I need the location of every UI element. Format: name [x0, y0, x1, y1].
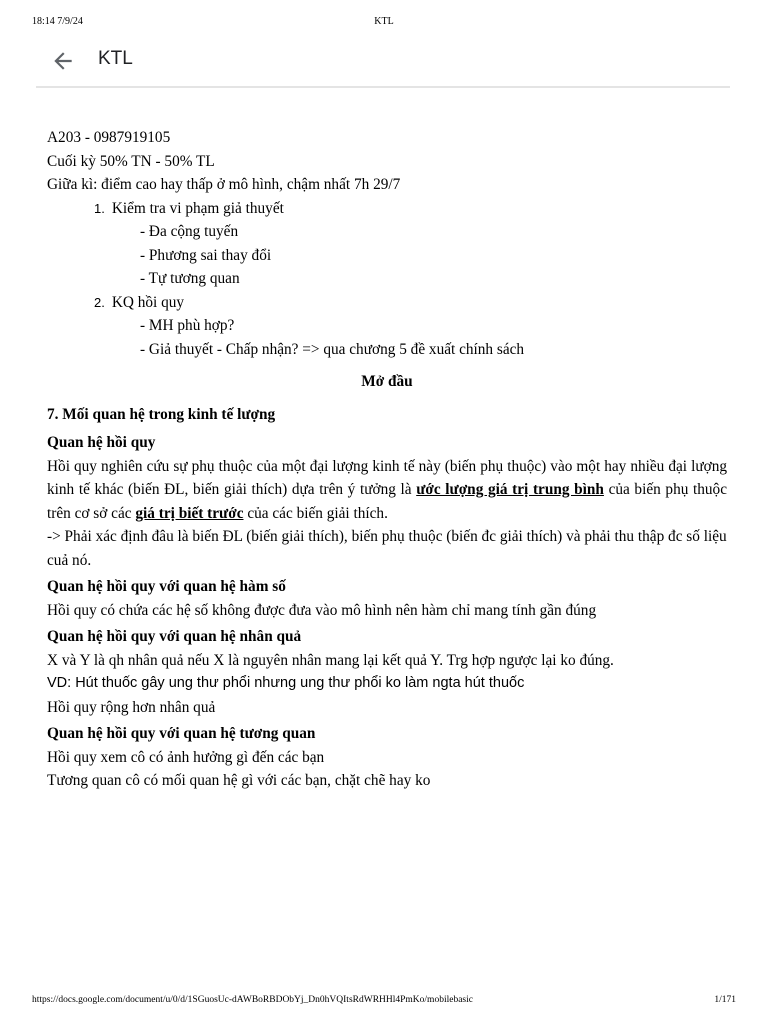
print-timestamp: 18:14 7/9/24 [32, 16, 83, 27]
text-run: Hồi quy nghiên cứu sự phụ thuộc của một đại lượng kinh tế này (biến phụ thuộc) vào một hay nhiều đại lượng kinh tế khác (biến ĐL, biến giải thích) dựa trên ý tưởng là [47, 457, 727, 498]
paragraph: Tương quan cô có mối quan hệ gì với các bạn, chặt chẽ hay ko [47, 772, 431, 789]
midterm-line: Giữa kì: điểm cao hay thấp ở mô hình, chậm nhất 7h 29/7 [47, 176, 401, 193]
print-footer [0, 995, 768, 1009]
paragraph: -> Phải xác định đâu là biến ĐL (biến giải thích), biến phụ thuộc (biến đc giải thích) và phải thu thập đc số liệu cuả nó. [47, 528, 727, 569]
arrow-left-icon [50, 48, 76, 74]
sub-item: - MH phù hợp? [140, 317, 235, 334]
list-number: 2. [94, 294, 105, 310]
underlined-term: giá trị biết trước [135, 504, 244, 522]
print-header [0, 16, 768, 30]
list-number: 1. [94, 200, 105, 216]
final-exam-line: Cuối kỳ 50% TN - 50% TL [47, 152, 215, 170]
list-item [47, 291, 727, 315]
list-item-text: Kiểm tra vi phạm giả thuyết [111, 199, 284, 217]
section-heading-intro: Mở đầu [361, 373, 413, 390]
text-run: của các biến giải thích. [243, 504, 388, 522]
underlined-term: ước lượng giá trị trung bình [416, 481, 604, 498]
list-item [47, 197, 727, 221]
sub-item: - Giả thuyết - Chấp nhận? => qua chương 5 đề xuất chính sách [140, 340, 525, 358]
page-number: 1/171 [714, 995, 736, 1005]
text-run: của biến phụ thuộc trên cơ sở các [47, 481, 727, 522]
subheading-regression: Quan hệ hồi quy [47, 434, 156, 451]
print-title: KTL [374, 16, 394, 27]
paragraph: VD: Hút thuốc gây ung thư phổi nhưng ung thư phổi ko làm ngta hút thuốc [47, 675, 525, 691]
contact-line: A203 - 0987919105 [47, 129, 171, 146]
paragraph: Hồi quy rộng hơn nhân quả [47, 698, 216, 716]
paragraph: Hồi quy xem cô có ảnh hưởng gì đến các bạn [47, 748, 325, 766]
subheading-causal: Quan hệ hồi quy với quan hệ nhân quả [47, 628, 302, 645]
document-title: KTL [98, 48, 133, 69]
paragraph [47, 455, 727, 526]
paragraph: X và Y là qh nhân quả nếu X là nguyên nhân mang lại kết quả Y. Trg hợp ngược lại ko đúng. [47, 651, 614, 669]
sub-item: - Phương sai thay đổi [140, 246, 272, 264]
page-url: https://docs.google.com/document/u/0/d/1SGuosUc-dAWBoRBDObYj_Dn0hVQItsRdWRHHl4PmKo/mobilebasic [32, 995, 473, 1005]
back-button[interactable] [50, 48, 76, 74]
document-body [47, 126, 727, 793]
paragraph: Hồi quy có chứa các hệ số không được đưa vào mô hình nên hàm chỉ mang tính gần đúng [47, 601, 597, 619]
subheading-correlation: Quan hệ hồi quy với quan hệ tương quan [47, 725, 316, 742]
sub-item: - Đa cộng tuyến [140, 223, 239, 240]
list-item-text: KQ hồi quy [111, 293, 185, 311]
subheading-function: Quan hệ hồi quy với quan hệ hàm số [47, 578, 286, 595]
app-bar [36, 36, 730, 88]
section-heading-7: 7. Mối quan hệ trong kinh tế lượng [47, 405, 276, 423]
sub-item: - Tự tương quan [140, 270, 240, 287]
